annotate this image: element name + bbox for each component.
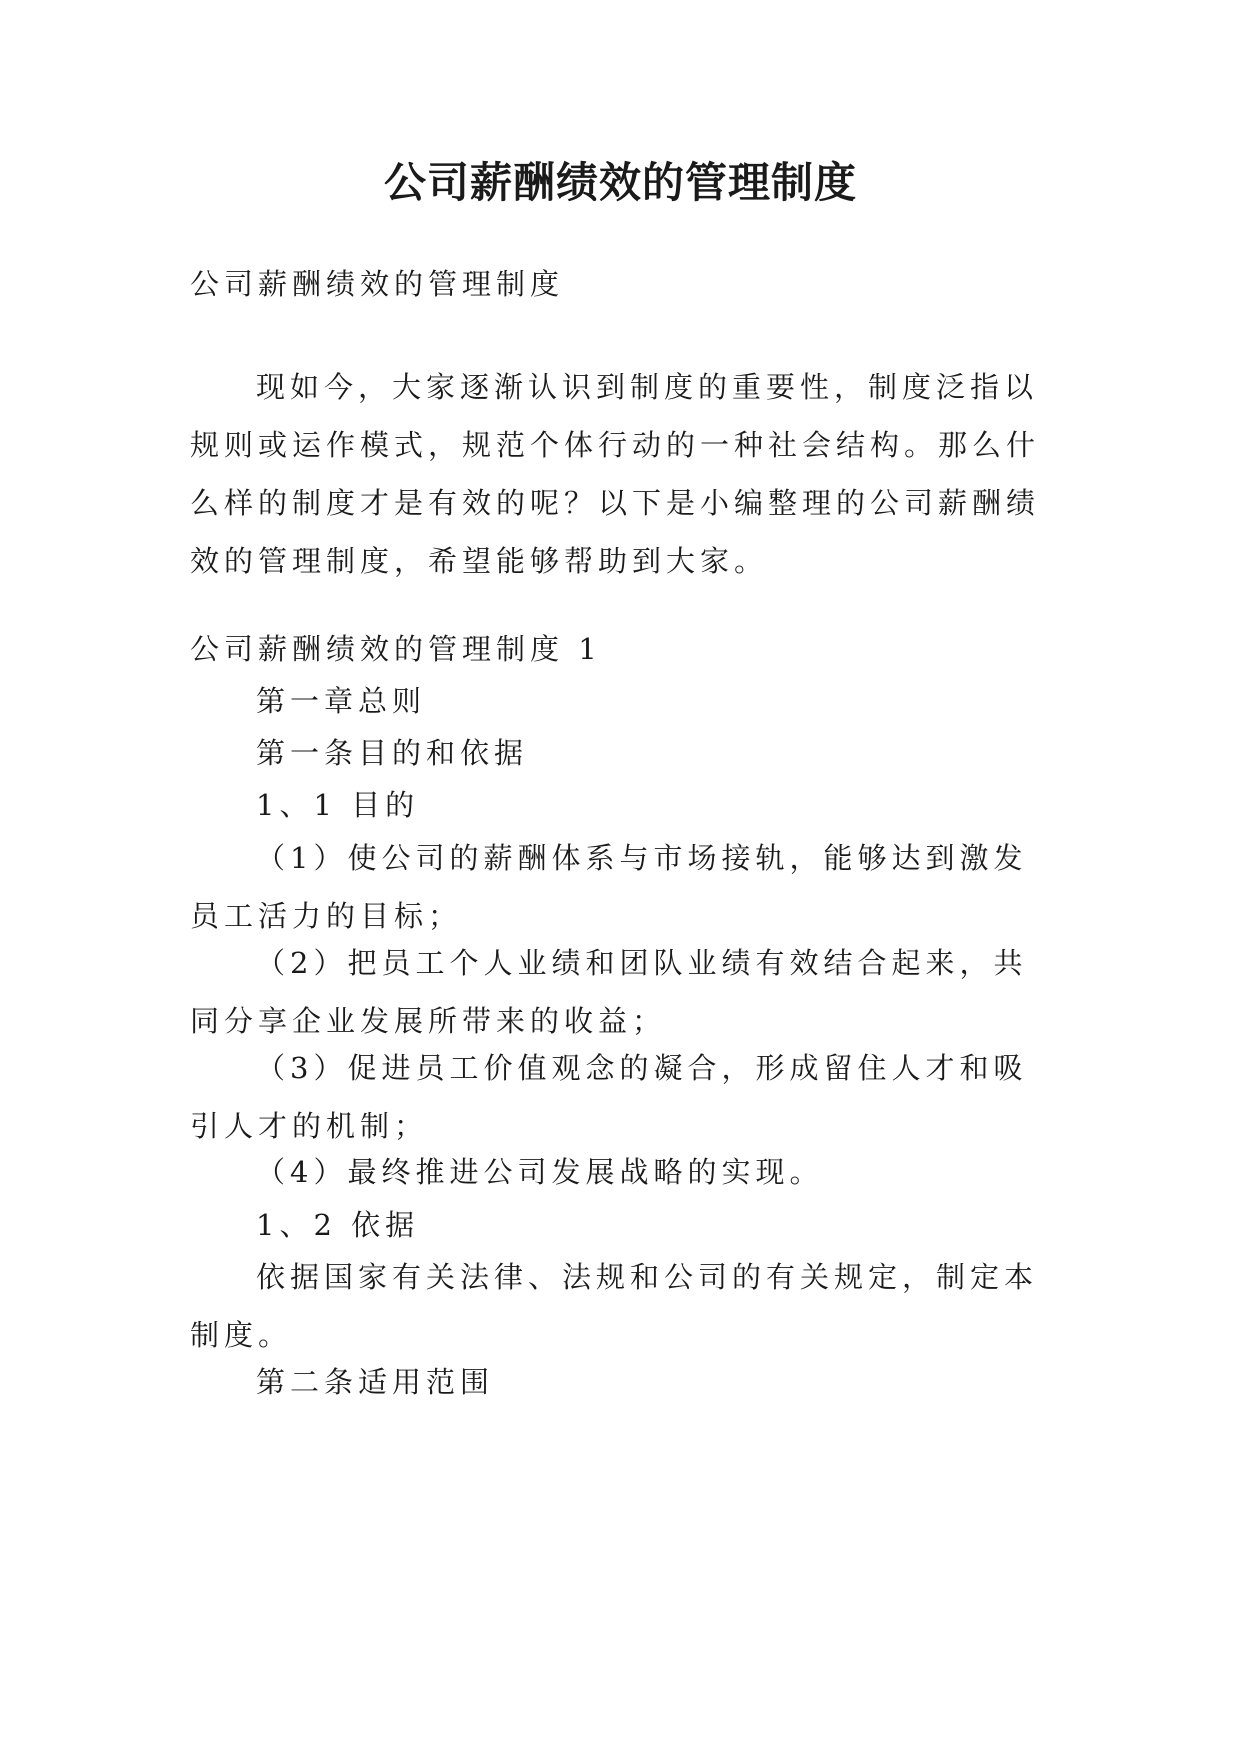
- document-subtitle: 公司薪酬绩效的管理制度: [190, 267, 565, 301]
- basis-paragraph: 依据国家有关法律、法规和公司的有关规定，制定本制度。: [190, 1260, 1039, 1352]
- section-heading: 公司薪酬绩效的管理制度 1: [190, 632, 602, 666]
- document-title: 公司薪酬绩效的管理制度: [383, 158, 857, 207]
- item-heading: 1、2 依据: [256, 1208, 420, 1242]
- list-item: （2）把员工个人业绩和团队业绩有效结合起来，共同分享企业发展所带来的收益；: [190, 946, 1028, 1038]
- list-item: （1）使公司的薪酬体系与市场接轨，能够达到激发员工活力的目标；: [190, 841, 1028, 933]
- list-item: （4）最终推进公司发展战略的实现。: [256, 1155, 824, 1189]
- article-heading: 第一条目的和依据: [256, 736, 529, 770]
- item-heading: 1、1 目的: [256, 788, 420, 822]
- article-heading: 第二条适用范围: [256, 1365, 495, 1399]
- chapter-heading: 第一章总则: [256, 684, 427, 718]
- list-item: （3）促进员工价值观念的凝合，形成留住人才和吸引人才的机制；: [190, 1051, 1028, 1143]
- intro-paragraph: 现如今，大家逐渐认识到制度的重要性，制度泛指以规则或运作模式，规范个体行动的一种社会结构。那么什么样的制度才是有效的呢？以下是小编整理的公司薪酬绩效的管理制度，希望能够帮助到大家。: [190, 370, 1041, 578]
